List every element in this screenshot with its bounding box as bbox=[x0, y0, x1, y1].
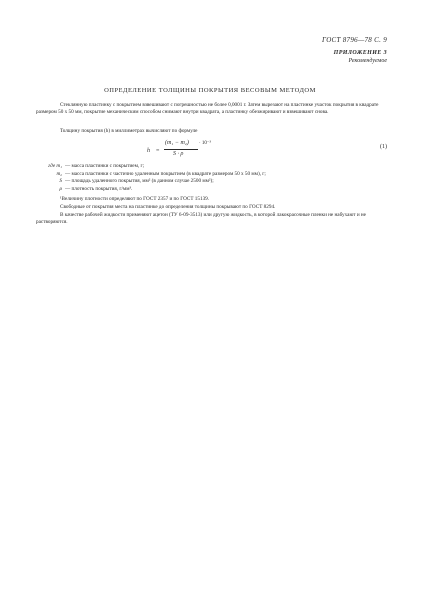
definition-symbol: где m₁ bbox=[48, 163, 62, 169]
definition-text: — масса пластинки с покрытием, г; bbox=[65, 163, 145, 169]
definition-symbol: S bbox=[59, 178, 62, 185]
definition-symbol: ρ bbox=[59, 185, 62, 192]
page-header-code: ГОСТ 8796—78 С. 9 bbox=[322, 36, 387, 44]
formula-multiplier: · 10⁻³ bbox=[199, 141, 212, 146]
appendix-label bbox=[334, 49, 387, 65]
note-uncoated-areas: Свободные от покрытия места на пластинке до определения толщины покрывают по ГОСТ 8294. bbox=[60, 204, 276, 210]
thickness-formula bbox=[147, 140, 387, 164]
formula-lhs: h bbox=[147, 148, 150, 154]
paragraph-formula-intro: Толщину покрытия (h) в миллиметрах вычисляют по формуле bbox=[60, 128, 198, 134]
definition-text: — плотность покрытия, г/мм³. bbox=[65, 185, 133, 192]
definition-row bbox=[36, 171, 388, 179]
formula-fraction-bar bbox=[164, 149, 198, 150]
definition-row bbox=[36, 186, 388, 194]
footnote-density: ¹Величину плотности определяют по ГОСТ 2357 и по ГОСТ 15139. bbox=[60, 196, 210, 202]
definition-text: — масса пластинки с частично удаленным покрытием (в квадрате размером 50 х 50 мм), г; bbox=[65, 170, 266, 177]
definition-row bbox=[36, 163, 388, 171]
definition-text: — площадь удаленного покрытия, мм² (в данном случае 2500 мм²); bbox=[65, 178, 214, 185]
appendix-subtitle: Рекомендуемое bbox=[348, 58, 387, 64]
formula-denominator: S · ρ bbox=[173, 151, 184, 157]
variable-definitions bbox=[36, 163, 388, 193]
note-working-liquid: В качестве рабочей жидкости применяют ацетон (ТУ 6-09-3513) или другую жидкость, в которой лакокрасочные пленки не набухают и не растворяются. bbox=[36, 212, 366, 226]
formula-number: (1) bbox=[380, 144, 387, 150]
definition-symbol: m₂ bbox=[56, 170, 62, 177]
formula-equals: = bbox=[156, 148, 160, 154]
appendix-title: ПРИЛОЖЕНИЕ 3 bbox=[333, 50, 387, 56]
formula-numerator: (m₁ − m₂) bbox=[165, 140, 189, 146]
definition-row bbox=[36, 178, 388, 186]
paragraph-procedure: Стеклянную пластинку с покрытием взвешивают с погрешностью не более 0,0001 г. Затем вырезают на пластинке участок покрытия в квадрате размером 50 х 50 мм, покрытие механическим способом снимают внутри квадрата, а пластинку обезжиривают и взвешивают снова. bbox=[36, 102, 379, 116]
section-title: ОПРЕДЕЛЕНИЕ ТОЛЩИНЫ ПОКРЫТИЯ ВЕСОВЫМ МЕТОДОМ bbox=[104, 87, 316, 94]
